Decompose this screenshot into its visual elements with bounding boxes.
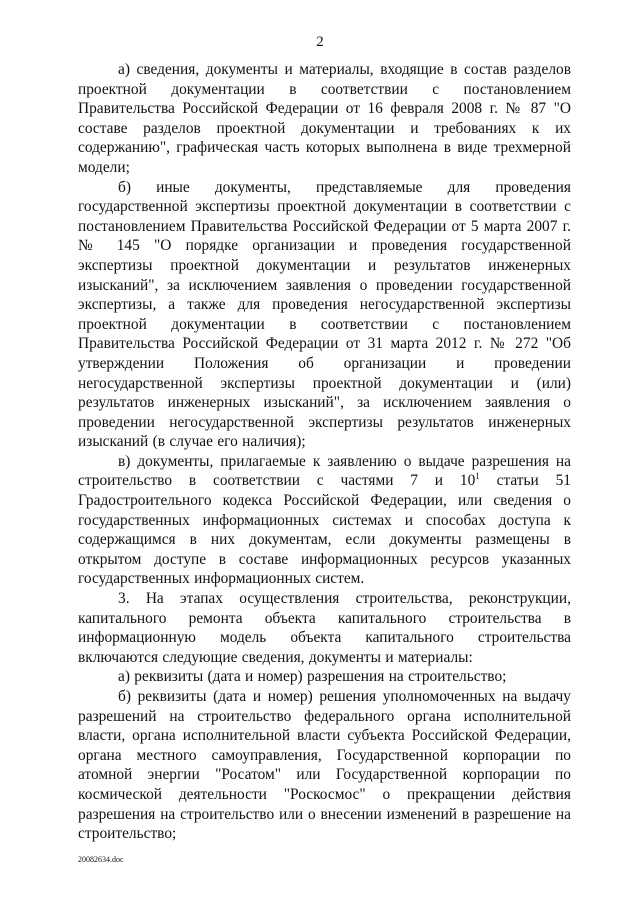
paragraph-2b: б) иные документы, представляемые для проведения государственной экспертизы проектной документации в соответствии с постановлением Правительства Российской Федерации от 5 марта 2007 г. № 145 "О порядке организации и проведения государственной экспертизы проектной документации и результатов инженерных изысканий", за исключением заявления о проведении государственной экспертизы, а также для проведения негосударственной экспертизы проектной документации в соответствии с постановлением Правительства Российской Федерации от 31 марта 2012 г. № 272 "Об утверждении Положения об организации и проведении негосударственной экспертизы проектной документации и (или) результатов инженерных изысканий", за исключением заявления о проведении негосударственной экспертизы результатов инженерных изысканий (в случае его наличия); xyxy=(78,178,571,451)
page-number: 2 xyxy=(316,34,324,50)
document-body xyxy=(78,60,571,844)
paragraph-2a: а) сведения, документы и материалы, входящие в состав разделов проектной документации в соответствии с постановлением Правительства Российской Федерации от 16 февраля 2008 г. № 87 "О составе разделов проектной документации и требованиях к их содержанию", графическая часть которых выполнена в виде трехмерной модели; xyxy=(78,61,571,176)
paragraph-3b: б) реквизиты (дата и номер) решения уполномоченных на выдачу разрешений на строительство федерального органа исполнительной власти, органа исполнительной власти субъекта Российской Федерации, органа местного самоуправления, Государственной корпорации по атомной энергии "Росатом" или Государственной корпорации по космической деятельности "Роскосмос" о прекращении действия разрешения на строительство или о внесении изменений в разрешение на строительство; xyxy=(78,688,571,843)
paragraph-2v-text: в) документы, прилагаемые к заявлению о выдаче разрешения на строительство в соответствии с частями 7 и 10 xyxy=(78,452,571,490)
paragraph-2v xyxy=(78,452,571,589)
paragraph-3a: а) реквизиты (дата и номер) разрешения на строительство; xyxy=(118,668,507,686)
paragraph-2v-text-cont: статьи 51 Градостроительного кодекса Российской Федерации, или сведения о государственных информационных системах и способах доступа к содержащимся в них документам, если документы размещены в открытом доступе в составе информационных ресурсов указанных государственных информационных систем. xyxy=(78,472,572,588)
superscript-1: 1 xyxy=(475,471,480,482)
paragraph-3: 3. На этапах осуществления строительства, реконструкции, капитального ремонта объекта капитального строительства в информационную модель объекта капитального строительства включаются следующие сведения, документы и материалы: xyxy=(78,590,571,666)
file-name-footer: 20082634.doc xyxy=(78,855,124,864)
